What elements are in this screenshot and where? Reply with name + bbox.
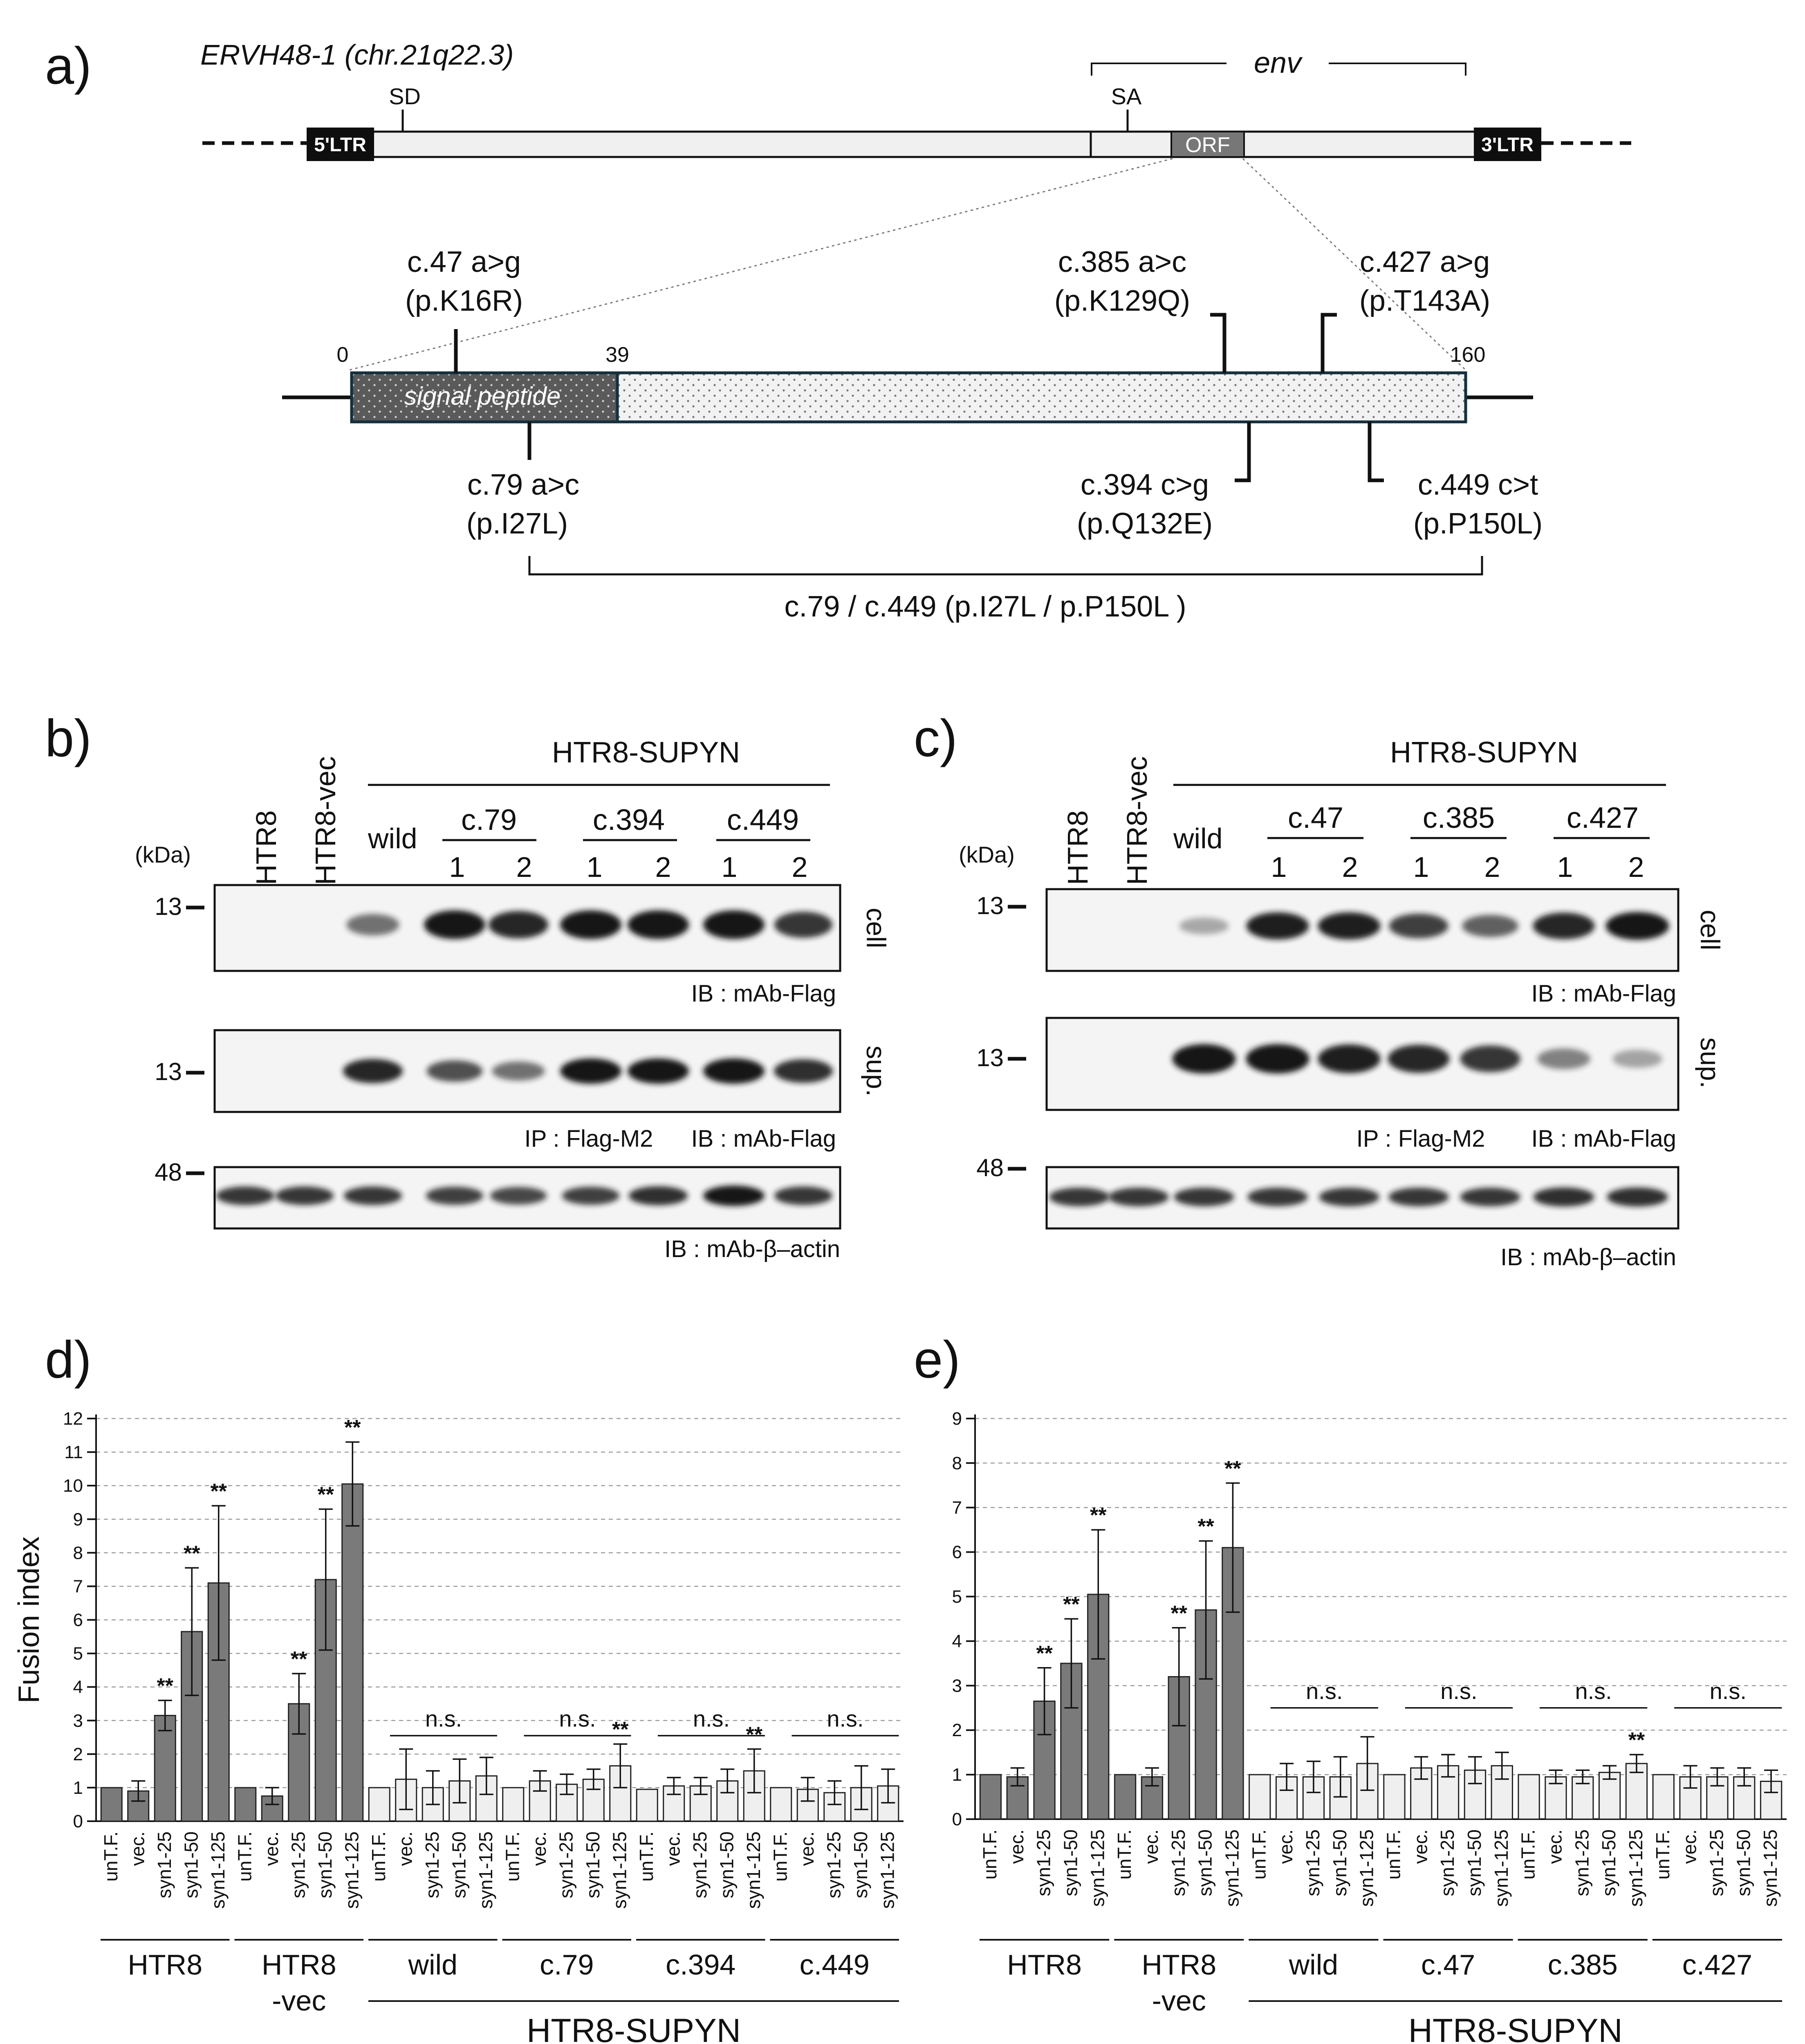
x-tick-label: syn1-25 — [1167, 1829, 1189, 1896]
bar — [980, 1775, 1001, 1819]
significance-mark: ** — [157, 1674, 173, 1698]
x-tick-label: vec. — [1006, 1829, 1027, 1864]
x-tick-label: vec. — [1140, 1829, 1162, 1864]
blot-band — [560, 1058, 621, 1084]
bar — [235, 1788, 256, 1821]
panel-c-side-sup: sup. — [1695, 1037, 1725, 1089]
ns-label: n.s. — [1709, 1678, 1747, 1704]
group-label: c.394 — [666, 1949, 736, 1981]
blot-band — [560, 910, 621, 939]
x-tick-label: syn1-125 — [742, 1831, 764, 1909]
pos-160: 160 — [1450, 343, 1486, 367]
bar — [1384, 1775, 1405, 1819]
significance-mark: ** — [344, 1416, 361, 1440]
mut-c385-p: (p.K129Q) — [1054, 285, 1191, 317]
bar — [155, 1715, 175, 1821]
mut-c427-p: (p.T143A) — [1359, 285, 1491, 317]
gene-name: ERVH48-1 (chr.21q22.3) — [200, 39, 514, 71]
x-tick-label: syn1-50 — [582, 1831, 603, 1898]
panel-c-side-cell: cell — [1695, 910, 1725, 950]
significance-mark: ** — [1090, 1504, 1107, 1528]
blot-band — [1318, 1044, 1380, 1073]
y-tick-label: 10 — [63, 1476, 83, 1496]
double-mutant-bracket — [529, 556, 1482, 574]
x-tick-label: syn1-25 — [555, 1831, 577, 1898]
sd-label: SD — [389, 83, 421, 109]
bar — [637, 1789, 657, 1821]
x-tick-label: syn1-25 — [1706, 1829, 1727, 1896]
blot-band — [703, 1186, 765, 1206]
blot-band — [427, 1060, 483, 1082]
x-tick-label: unT.F. — [1517, 1829, 1539, 1880]
panel-b-lane-htr8vec: HTR8-vec — [309, 756, 341, 885]
x-tick-label: unT.F. — [100, 1831, 121, 1882]
blot-band — [344, 1186, 402, 1205]
x-tick-label: unT.F. — [234, 1831, 256, 1882]
significance-mark: ** — [1197, 1515, 1214, 1539]
blot-band — [1174, 1188, 1234, 1206]
y-tick-label: 0 — [73, 1811, 83, 1831]
blot-band — [424, 910, 485, 939]
group-label: c.79 — [540, 1949, 594, 1981]
panel-c-marker-2: 13 — [976, 1044, 1004, 1071]
x-tick-label: syn1-50 — [1060, 1829, 1081, 1896]
panel-c-lane-htr8: HTR8 — [1062, 810, 1094, 885]
y-tick-label: 8 — [952, 1453, 962, 1473]
panel-b-mut-1: c.79 — [461, 804, 517, 836]
x-tick-label: syn1-125 — [1760, 1829, 1781, 1907]
group-label: c.427 — [1682, 1949, 1753, 1981]
significance-mark: ** — [1628, 1728, 1645, 1753]
x-tick-label: syn1-25 — [1033, 1829, 1054, 1896]
group-label: -vec — [1152, 1985, 1206, 2017]
x-tick-label: vec. — [1410, 1829, 1431, 1864]
mut-c385-tick — [1210, 315, 1224, 373]
panel-c-mut-2: c.385 — [1422, 802, 1495, 834]
significance-mark: ** — [210, 1479, 227, 1504]
mut-c79-c: c.79 a>c — [467, 468, 580, 501]
y-tick-label: 9 — [952, 1409, 962, 1429]
y-tick-label: 6 — [952, 1542, 962, 1562]
significance-mark: ** — [612, 1718, 629, 1742]
blot-band — [1607, 1188, 1668, 1207]
panel-b-clone-1b: 2 — [516, 851, 532, 883]
blot-band — [1389, 914, 1448, 938]
bar — [503, 1788, 524, 1821]
mut-c394-c: c.394 c>g — [1080, 468, 1209, 501]
x-tick-label: syn1-50 — [1733, 1829, 1754, 1896]
group-label: wild — [1289, 1949, 1339, 1981]
mut-c47-c: c.47 a>g — [407, 246, 521, 278]
group-label: HTR8 — [1141, 1949, 1217, 1981]
y-tick-label: 4 — [952, 1631, 962, 1652]
blot-band — [774, 1186, 833, 1205]
ns-label: n.s. — [425, 1706, 462, 1732]
ns-label: n.s. — [1440, 1678, 1478, 1704]
panel-a — [45, 37, 1631, 623]
mut-c427-tick — [1323, 315, 1337, 373]
supyn-label: HTR8-SUPYN — [527, 2012, 741, 2044]
pos-39: 39 — [605, 343, 629, 367]
x-tick-label: syn1-25 — [1571, 1829, 1593, 1896]
panel-b-caption-2l: IP : Flag-M2 — [524, 1125, 653, 1152]
blot-band — [1179, 917, 1229, 934]
group-label: HTR8 — [128, 1949, 203, 1981]
panel-b-side-sup: sup. — [861, 1045, 891, 1097]
blot-band — [703, 1058, 765, 1084]
significance-mark: ** — [1224, 1457, 1241, 1481]
y-tick-label: 6 — [73, 1610, 83, 1630]
x-tick-label: syn1-125 — [1356, 1829, 1377, 1907]
x-tick-label: syn1-50 — [448, 1831, 470, 1898]
x-tick-label: syn1-125 — [609, 1831, 630, 1909]
ns-label: n.s. — [559, 1706, 596, 1732]
y-tick-label: 4 — [73, 1677, 83, 1697]
panel-c-label: c) — [914, 709, 957, 768]
panel-c-caption-1: IB : mAb-Flag — [1531, 980, 1676, 1007]
significance-mark: ** — [1063, 1593, 1080, 1616]
panel-b-clone-1a: 1 — [449, 851, 465, 883]
x-tick-label: vec. — [662, 1831, 684, 1866]
y-tick-label: 8 — [73, 1543, 83, 1563]
mut-c449-tick — [1370, 422, 1384, 480]
mut-c47-p: (p.K16R) — [405, 285, 523, 317]
panel-b-side-cell: cell — [861, 908, 891, 948]
blot-band — [426, 1187, 484, 1205]
panel-c-group: HTR8-SUPYN — [1390, 736, 1579, 769]
y-tick-label: 11 — [64, 1442, 83, 1463]
x-tick-label: syn1-125 — [1221, 1829, 1243, 1907]
blot-band — [1173, 1044, 1236, 1074]
panel-b-marker-2: 13 — [155, 1058, 182, 1085]
panel-b — [45, 709, 891, 1262]
pos-0: 0 — [336, 343, 349, 367]
blot-band — [1247, 1188, 1307, 1206]
blot-band — [276, 1186, 334, 1205]
blot-band — [628, 1058, 689, 1084]
blot-band — [1606, 912, 1669, 940]
mut-c394-p: (p.Q132E) — [1076, 507, 1213, 540]
panel-b-caption-1: IB : mAb-Flag — [691, 980, 836, 1007]
y-tick-label: 12 — [63, 1409, 83, 1429]
blot-band — [774, 912, 833, 938]
x-tick-label: syn1-25 — [689, 1831, 711, 1898]
panel-c-lane-wild: wild — [1173, 823, 1223, 854]
panel-c-clone-3a: 1 — [1557, 851, 1573, 883]
y-tick-label: 0 — [952, 1809, 962, 1829]
ns-label: n.s. — [1306, 1678, 1343, 1704]
blot-band — [1460, 1045, 1520, 1072]
x-tick-label: unT.F. — [1383, 1829, 1404, 1880]
panel-c-lane-htr8vec: HTR8-vec — [1121, 756, 1153, 885]
panel-c-caption-2r: IB : mAb-Flag — [1531, 1125, 1676, 1152]
blot-band — [1612, 1050, 1662, 1068]
mut-c79-p: (p.I27L) — [466, 507, 568, 540]
ns-label: n.s. — [827, 1706, 864, 1732]
y-tick-label: 1 — [952, 1765, 962, 1785]
x-tick-label: syn1-50 — [716, 1831, 738, 1898]
panel-b-kda: (kDa) — [135, 842, 191, 867]
panel-c-clone-3b: 2 — [1628, 851, 1644, 883]
bar — [1249, 1775, 1270, 1819]
bar — [101, 1788, 122, 1821]
bar — [342, 1484, 363, 1821]
group-label: c.449 — [799, 1949, 870, 1981]
x-tick-label: syn1-25 — [1437, 1829, 1458, 1896]
ns-label: n.s. — [693, 1706, 730, 1732]
provirus-body — [372, 132, 1476, 157]
y-tick-label: 1 — [73, 1777, 83, 1798]
blot-band — [1246, 912, 1309, 939]
x-tick-label: vec. — [796, 1831, 818, 1866]
panel-c — [914, 709, 1725, 1271]
blot-band — [492, 1062, 545, 1081]
blot-band — [1388, 1188, 1448, 1206]
panel-d-label: d) — [45, 1331, 92, 1389]
bar — [1518, 1775, 1539, 1819]
x-tick-label: syn1-25 — [1302, 1829, 1323, 1896]
x-tick-label: unT.F. — [1652, 1829, 1673, 1880]
mut-c449-p: (p.P150L) — [1413, 507, 1543, 540]
x-tick-label: syn1-25 — [421, 1831, 443, 1898]
mut-c385-c: c.385 a>c — [1058, 246, 1187, 278]
x-tick-label: syn1-125 — [877, 1831, 898, 1909]
bar — [1114, 1775, 1135, 1819]
mut-c449-c: c.449 c>t — [1417, 468, 1538, 501]
panel-b-mut-3: c.449 — [726, 804, 799, 836]
ltr5-label: 5'LTR — [314, 134, 366, 156]
y-tick-label: 2 — [73, 1744, 83, 1764]
panel-d-chart — [13, 1331, 904, 2044]
significance-mark: ** — [291, 1647, 307, 1671]
group-label: HTR8 — [261, 1949, 336, 1981]
significance-mark: ** — [746, 1723, 762, 1747]
env-label: env — [1253, 47, 1302, 79]
x-tick-label: vec. — [1275, 1829, 1297, 1864]
x-tick-label: syn1-25 — [823, 1831, 845, 1898]
panel-b-clone-2b: 2 — [655, 851, 671, 883]
panel-b-mut-2: c.394 — [592, 804, 665, 836]
blot-band — [1533, 913, 1594, 939]
panel-b-group: HTR8-SUPYN — [552, 736, 740, 769]
x-tick-label: syn1-125 — [1625, 1829, 1646, 1907]
x-tick-label: unT.F. — [1114, 1829, 1135, 1880]
panel-b-label: b) — [45, 709, 92, 768]
y-tick-label: 3 — [952, 1676, 962, 1696]
y-tick-label: 5 — [952, 1587, 962, 1607]
blot-band — [1108, 1188, 1168, 1206]
mut-c427-c: c.427 a>g — [1359, 246, 1490, 278]
x-tick-label: syn1-125 — [207, 1831, 229, 1909]
x-tick-label: vec. — [1544, 1829, 1566, 1864]
x-tick-label: vec. — [260, 1831, 282, 1866]
panel-b-caption-3: IB : mAb-β–actin — [664, 1236, 840, 1262]
blot-band — [1388, 1045, 1449, 1073]
panel-c-kda: (kDa) — [959, 842, 1015, 867]
panel-c-marker-1: 13 — [976, 892, 1004, 919]
blot-band — [1318, 912, 1380, 939]
bar — [771, 1788, 792, 1821]
blot-band — [346, 914, 399, 936]
x-tick-label: unT.F. — [769, 1831, 791, 1882]
mut-c394-tick — [1235, 422, 1249, 480]
panel-c-clone-1a: 1 — [1271, 851, 1287, 883]
panel-b-lane-htr8: HTR8 — [250, 810, 282, 885]
blot-band — [1533, 1188, 1594, 1207]
x-tick-label: syn1-25 — [153, 1831, 175, 1898]
panel-c-mut-3: c.427 — [1566, 802, 1639, 834]
significance-mark: ** — [1170, 1601, 1187, 1625]
bar — [1653, 1775, 1674, 1819]
panel-b-caption-2r: IB : mAb-Flag — [691, 1125, 836, 1152]
x-tick-label: unT.F. — [502, 1831, 523, 1882]
x-tick-label: syn1-50 — [1329, 1829, 1350, 1896]
blot-band — [703, 910, 765, 939]
y-axis-title: Fusion index — [13, 1536, 45, 1703]
signal-peptide-label: signal peptide — [404, 382, 561, 410]
x-tick-label: unT.F. — [1248, 1829, 1270, 1880]
blot-band — [1049, 1188, 1109, 1206]
panel-c-clone-2b: 2 — [1484, 851, 1500, 883]
panel-c-mut-1: c.47 — [1287, 802, 1344, 834]
panel-c-marker-3: 48 — [976, 1154, 1004, 1181]
panel-c-caption-2l: IP : Flag-M2 — [1356, 1125, 1485, 1152]
blot-band — [490, 1187, 547, 1204]
significance-mark: ** — [184, 1542, 200, 1566]
blot-band — [489, 911, 548, 939]
y-tick-label: 7 — [952, 1497, 962, 1518]
x-tick-label: syn1-50 — [180, 1831, 202, 1898]
ltr3-label: 3'LTR — [1481, 134, 1534, 156]
blot-band — [1246, 1044, 1309, 1074]
x-tick-label: syn1-50 — [1463, 1829, 1485, 1896]
y-tick-label: 2 — [952, 1720, 962, 1741]
x-tick-label: vec. — [1679, 1829, 1700, 1864]
x-tick-label: syn1-125 — [341, 1831, 363, 1909]
panel-b-marker-3: 48 — [155, 1159, 182, 1186]
blot-band — [628, 910, 689, 939]
x-tick-label: vec. — [127, 1831, 148, 1866]
y-tick-label: 5 — [73, 1643, 83, 1664]
blot-band — [562, 1187, 620, 1205]
x-tick-label: unT.F. — [979, 1829, 1000, 1880]
panel-c-clone-1b: 2 — [1342, 851, 1358, 883]
x-tick-label: unT.F. — [635, 1831, 657, 1882]
group-label: -vec — [272, 1985, 326, 2017]
panel-b-clone-3a: 1 — [721, 851, 738, 883]
blot-band — [629, 1186, 688, 1206]
x-tick-label: unT.F. — [368, 1831, 389, 1882]
ns-label: n.s. — [1575, 1678, 1612, 1704]
panel-e-chart — [914, 1331, 1787, 2044]
x-tick-label: syn1-50 — [314, 1831, 336, 1898]
panel-a-label: a) — [45, 37, 92, 95]
group-label: wild — [408, 1949, 458, 1981]
supyn-label: HTR8-SUPYN — [1408, 2012, 1623, 2044]
x-tick-label: vec. — [528, 1831, 550, 1866]
blot-band — [1462, 915, 1518, 937]
blot-band — [1537, 1049, 1590, 1069]
panel-b-lane-wild: wild — [368, 823, 417, 854]
blot-band — [343, 1059, 403, 1083]
double-mutant-label: c.79 / c.449 (p.I27L / p.P150L ) — [784, 590, 1186, 623]
y-tick-label: 3 — [73, 1710, 83, 1731]
group-label: c.385 — [1547, 1949, 1618, 1981]
panel-b-clone-2a: 1 — [586, 851, 603, 883]
x-tick-label: vec. — [395, 1831, 416, 1866]
y-tick-label: 7 — [73, 1576, 83, 1597]
blot-band — [1319, 1188, 1379, 1206]
x-tick-label: syn1-50 — [850, 1831, 871, 1898]
blot-band — [1460, 1188, 1520, 1206]
x-tick-label: syn1-125 — [475, 1831, 496, 1909]
significance-mark: ** — [317, 1483, 334, 1507]
sa-label: SA — [1111, 83, 1142, 109]
blot-band — [216, 1186, 275, 1205]
group-label: c.47 — [1421, 1949, 1475, 1981]
panel-c-clone-2a: 1 — [1413, 851, 1429, 883]
group-label: HTR8 — [1007, 1949, 1082, 1981]
panel-b-clone-3b: 2 — [792, 851, 808, 883]
x-tick-label: syn1-50 — [1194, 1829, 1216, 1896]
panel-b-marker-1: 13 — [155, 893, 182, 920]
significance-mark: ** — [1036, 1641, 1053, 1665]
y-tick-label: 9 — [73, 1509, 83, 1530]
panel-e-label: e) — [914, 1331, 960, 1389]
x-tick-label: syn1-125 — [1490, 1829, 1512, 1907]
x-tick-label: syn1-125 — [1087, 1829, 1108, 1907]
bar — [369, 1788, 390, 1821]
blot-band — [774, 1059, 833, 1083]
x-tick-label: syn1-25 — [287, 1831, 309, 1898]
x-tick-label: syn1-50 — [1598, 1829, 1620, 1896]
panel-c-caption-3: IB : mAb-β–actin — [1500, 1244, 1676, 1271]
orf-label: ORF — [1185, 133, 1230, 157]
